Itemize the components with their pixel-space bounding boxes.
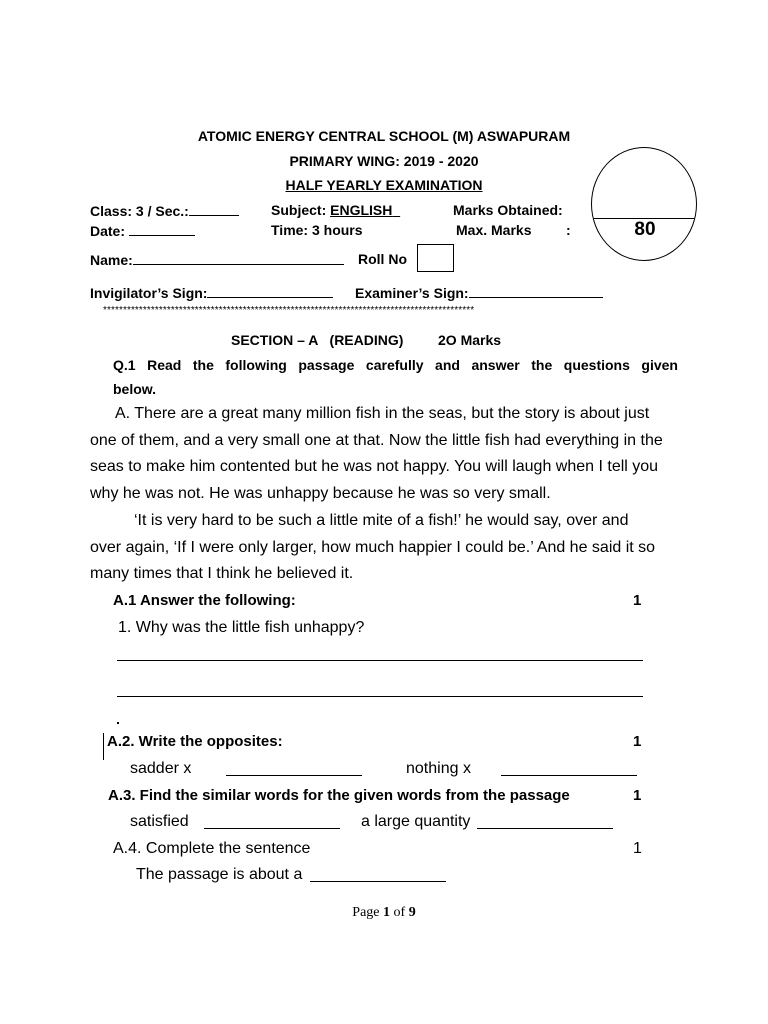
passage-line: many times that I think he believed it. xyxy=(90,565,354,582)
examiner-sign-blank[interactable] xyxy=(469,284,603,298)
invigilator-label: Invigilator’s Sign: xyxy=(90,285,208,301)
max-marks-value: 80 xyxy=(634,219,656,240)
passage-line: ‘It is very hard to be such a little mite of a fish!’ he would say, over and xyxy=(134,512,629,529)
a2-blank1[interactable] xyxy=(226,775,362,776)
margin-bar xyxy=(103,733,104,760)
a3-word2: a large quantity xyxy=(361,813,471,830)
a1-marks: 1 xyxy=(633,592,642,609)
name-blank[interactable] xyxy=(133,251,344,265)
separator-stars: ********************************************************************************************* xyxy=(103,305,475,316)
passage-line: A. There are a great many million fish in the seas, but the story is about just xyxy=(115,405,650,422)
stray-mark xyxy=(117,722,119,724)
page-current: 1 xyxy=(383,905,391,920)
marks-obtained-label: Marks Obtained: xyxy=(453,202,563,218)
class-label: Class: 3 / Sec.: xyxy=(90,203,189,219)
examiner-field xyxy=(355,284,603,301)
exam-title-text: HALF YEARLY EXAMINATION xyxy=(285,177,483,193)
invigilator-field xyxy=(90,284,333,301)
name-field xyxy=(90,251,344,268)
a4-sentence: The passage is about a xyxy=(136,866,303,883)
marks-circle xyxy=(591,147,697,261)
a1-title: A.1 Answer the following: xyxy=(113,592,296,609)
invigilator-sign-blank[interactable] xyxy=(207,284,333,298)
a2-word1: sadder x xyxy=(130,760,192,777)
a4-title: A.4. Complete the sentence xyxy=(113,840,311,857)
class-field xyxy=(90,202,239,219)
a3-title: A.3. Find the similar words for the given words from the passage xyxy=(108,787,570,804)
date-label: Date: xyxy=(90,223,126,239)
section-title: SECTION – A (READING) xyxy=(231,332,404,348)
max-marks-label: Max. Marks xyxy=(456,222,532,238)
name-label: Name: xyxy=(90,252,133,268)
wing-year: PRIMARY WING: 2019 - 2020 xyxy=(289,153,479,169)
subject-label: Subject: xyxy=(271,202,331,218)
a2-word2: nothing x xyxy=(406,760,471,777)
a3-blank1[interactable] xyxy=(204,828,340,829)
a3-word1: satisfied xyxy=(130,813,189,830)
page-of: of xyxy=(390,905,409,920)
a2-blank2[interactable] xyxy=(501,775,637,776)
subject-value: ENGLISH xyxy=(330,202,393,218)
date-blank[interactable] xyxy=(129,222,195,236)
page-number xyxy=(0,905,768,921)
roll-label: Roll No xyxy=(358,251,407,267)
answer-line[interactable] xyxy=(117,696,643,697)
q1-instruction-line1: Q.1 Read the following passage carefully and answer the questions given xyxy=(113,357,678,373)
roll-number-box[interactable] xyxy=(417,244,454,272)
passage-line: over again, ‘If I were only larger, how much happier I could be.’ And he said it so xyxy=(90,539,656,556)
a1-question: 1. Why was the little fish unhappy? xyxy=(118,619,365,636)
a2-marks: 1 xyxy=(633,733,642,750)
section-marks: 2O Marks xyxy=(438,332,502,348)
a2-title: A.2. Write the opposites: xyxy=(107,733,283,750)
page-prefix: Page xyxy=(352,905,384,920)
passage-line: seas to make him contented but he was not happy. You will laugh when I tell you xyxy=(90,458,659,475)
a4-blank[interactable] xyxy=(310,881,446,882)
school-name: ATOMIC ENERGY CENTRAL SCHOOL (M) ASWAPURAM xyxy=(197,128,571,144)
q1-instruction-line2: below. xyxy=(113,381,157,397)
passage-line: one of them, and a very small one at that. Now the little fish had everything in the xyxy=(90,432,663,449)
answer-line[interactable] xyxy=(117,660,643,661)
a3-marks: 1 xyxy=(633,787,642,804)
time-label: Time: 3 hours xyxy=(271,222,363,238)
examiner-label: Examiner’s Sign: xyxy=(355,285,469,301)
page-total: 9 xyxy=(408,905,416,920)
subject-field xyxy=(271,202,400,218)
passage-line: why he was not. He was unhappy because he was so very small. xyxy=(90,485,551,502)
max-marks-colon: : xyxy=(566,222,571,238)
a4-marks: 1 xyxy=(633,840,642,857)
section-blank[interactable] xyxy=(189,202,239,216)
date-field xyxy=(90,222,195,239)
a3-blank2[interactable] xyxy=(477,828,613,829)
